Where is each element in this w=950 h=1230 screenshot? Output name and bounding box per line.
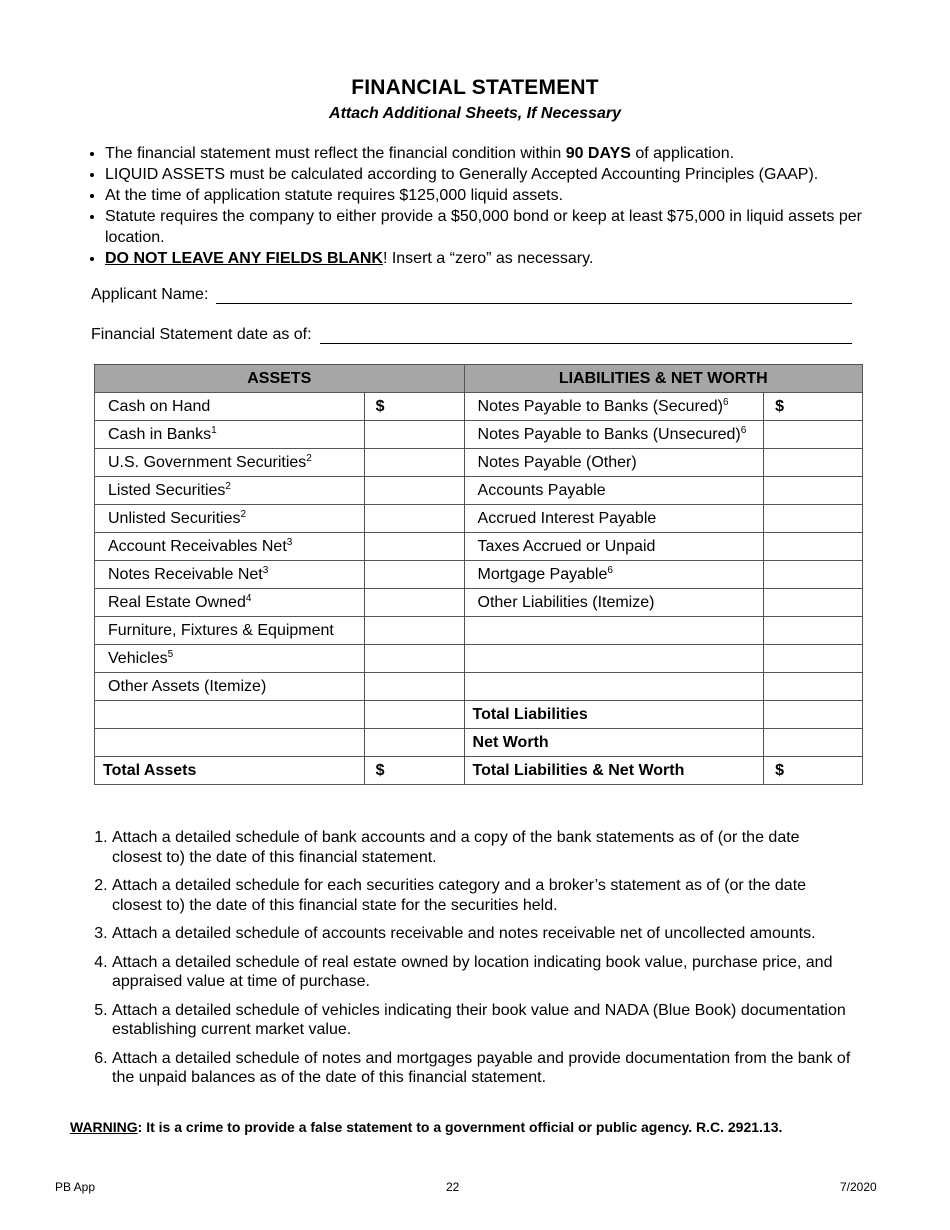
table-row bbox=[95, 589, 863, 617]
asset-amount-field[interactable]: $ bbox=[364, 757, 464, 785]
asset-label: Vehicles$^5$ bbox=[95, 645, 365, 673]
liability-amount-field[interactable] bbox=[764, 701, 863, 729]
table-row bbox=[95, 645, 863, 673]
liability-label bbox=[464, 673, 764, 701]
table-row bbox=[95, 533, 863, 561]
liability-label: Mortgage Payable$^6$ bbox=[464, 561, 764, 589]
liability-amount-field[interactable] bbox=[764, 561, 863, 589]
footnote-item: 2. Attach a detailed schedule for each securities category and a broker’s statement as of (or the date closest to) the date of this financial state for the securities held. bbox=[112, 876, 852, 915]
asset-label: Cash on Hand bbox=[95, 393, 365, 421]
table-row bbox=[95, 421, 863, 449]
table-row bbox=[95, 449, 863, 477]
liability-amount-field[interactable] bbox=[764, 505, 863, 533]
liability-label: Notes Payable (Other) bbox=[464, 449, 764, 477]
liability-amount-field[interactable] bbox=[764, 533, 863, 561]
warning-text: : It is a crime to provide a false statement to a government official or public agency. R.C. 2921.13. bbox=[137, 1119, 783, 1135]
liabilities-header: LIABILITIES & NET WORTH bbox=[464, 365, 862, 393]
footnote-ref: 3 bbox=[262, 564, 269, 576]
asset-amount-field[interactable]: $ bbox=[364, 393, 464, 421]
liability-amount-field[interactable] bbox=[764, 729, 863, 757]
liability-amount-field[interactable]: $ bbox=[764, 757, 863, 785]
footer-form-id: PB App bbox=[55, 1180, 96, 1194]
liability-amount-field[interactable] bbox=[764, 617, 863, 645]
asset-label: Real Estate Owned$^4$ bbox=[95, 589, 365, 617]
asset-amount-field[interactable] bbox=[364, 505, 464, 533]
footnote-item: 1. Attach a detailed schedule of bank accounts and a copy of the bank statements as of (or the date closest to) the date of this financial statement. bbox=[112, 828, 852, 867]
page-subtitle: Attach Additional Sheets, If Necessary bbox=[329, 105, 621, 122]
liability-label: Notes Payable to Banks (Secured)$^6$ bbox=[464, 393, 764, 421]
footnote-ref: 4 bbox=[245, 592, 252, 604]
liability-label: Net Worth bbox=[464, 729, 764, 757]
asset-label bbox=[95, 729, 365, 757]
asset-amount-field[interactable] bbox=[364, 449, 464, 477]
footer-page-number: 22 bbox=[446, 1180, 460, 1194]
applicant-name-row bbox=[91, 286, 852, 304]
liability-label: Notes Payable to Banks (Unsecured)$^6$ bbox=[464, 421, 764, 449]
liability-amount-field[interactable] bbox=[764, 421, 863, 449]
footnote-ref: 6 bbox=[740, 424, 747, 436]
liability-label: Total Liabilities bbox=[464, 701, 764, 729]
asset-amount-field[interactable] bbox=[364, 617, 464, 645]
footnote-ref: 2 bbox=[306, 452, 312, 464]
liability-label: Accounts Payable bbox=[464, 477, 764, 505]
asset-label: Account Receivables Net$^3$ bbox=[95, 533, 365, 561]
table-row bbox=[95, 673, 863, 701]
asset-label: Other Assets (Itemize) bbox=[95, 673, 365, 701]
liability-label: Other Liabilities (Itemize) bbox=[464, 589, 764, 617]
footnotes-list bbox=[91, 828, 852, 1097]
footnote-ref: 2 bbox=[225, 480, 231, 492]
footnote-ref: 6 bbox=[722, 396, 729, 408]
asset-amount-field[interactable] bbox=[364, 701, 464, 729]
assets-header: ASSETS bbox=[95, 365, 465, 393]
asset-amount-field[interactable] bbox=[364, 673, 464, 701]
table-row bbox=[95, 561, 863, 589]
liability-amount-field[interactable] bbox=[764, 589, 863, 617]
asset-amount-field[interactable] bbox=[364, 561, 464, 589]
liability-label: Accrued Interest Payable bbox=[464, 505, 764, 533]
table-header-row bbox=[95, 365, 863, 393]
asset-label: U.S. Government Securities$^2$ bbox=[95, 449, 365, 477]
footnote-item: 5. Attach a detailed schedule of vehicles indicating their book value and NADA (Blue Book) documentation establishing current market value. bbox=[112, 1001, 852, 1040]
liability-amount-field[interactable] bbox=[764, 645, 863, 673]
asset-amount-field[interactable] bbox=[364, 477, 464, 505]
liability-amount-field[interactable] bbox=[764, 449, 863, 477]
table-row bbox=[95, 505, 863, 533]
asset-label: Furniture, Fixtures & Equipment bbox=[95, 617, 365, 645]
liability-amount-field[interactable] bbox=[764, 673, 863, 701]
liability-label bbox=[464, 617, 764, 645]
asset-label: Listed Securities$^2$ bbox=[95, 477, 365, 505]
table-row bbox=[95, 729, 863, 757]
asset-label: Total Assets bbox=[95, 757, 365, 785]
liability-label: Taxes Accrued or Unpaid bbox=[464, 533, 764, 561]
table-row bbox=[95, 393, 863, 421]
asset-amount-field[interactable] bbox=[364, 729, 464, 757]
instruction-item: • DO NOT LEAVE ANY FIELDS BLANK! Insert a “zero” as necessary. bbox=[105, 249, 925, 270]
liability-label bbox=[464, 645, 764, 673]
footnote-ref: 1 bbox=[211, 424, 217, 436]
instruction-item: • At the time of application statute requires $125,000 liquid assets. bbox=[105, 186, 925, 207]
footnote-ref: 5 bbox=[167, 648, 174, 660]
table-row bbox=[95, 617, 863, 645]
instruction-item: • Statute requires the company to either provide a $50,000 bond or keep at least $75,000 in liquid assets per location. bbox=[105, 207, 925, 248]
instructions-list bbox=[82, 144, 925, 270]
footnote-item: 3. Attach a detailed schedule of accounts receivable and notes receivable net of uncollected amounts. bbox=[112, 924, 852, 944]
liability-amount-field[interactable]: $ bbox=[764, 393, 863, 421]
asset-amount-field[interactable] bbox=[364, 533, 464, 561]
table-row bbox=[95, 477, 863, 505]
table-row bbox=[95, 757, 863, 785]
statement-date-row bbox=[91, 326, 852, 344]
warning-notice bbox=[70, 1119, 782, 1135]
statement-date-field[interactable] bbox=[320, 328, 852, 344]
asset-amount-field[interactable] bbox=[364, 421, 464, 449]
warning-label: WARNING bbox=[70, 1119, 138, 1135]
footer-revision-date: 7/2020 bbox=[840, 1180, 877, 1194]
applicant-name-field[interactable] bbox=[216, 288, 852, 304]
page-title: FINANCIAL STATEMENT bbox=[351, 76, 599, 99]
asset-amount-field[interactable] bbox=[364, 645, 464, 673]
footnote-ref: 6 bbox=[607, 564, 613, 576]
footnote-item: 6. Attach a detailed schedule of notes and mortgages payable and provide documentation from the bank of the unpaid balances as of the date of this financial statement. bbox=[112, 1049, 852, 1088]
footnote-item: 4. Attach a detailed schedule of real estate owned by location indicating book value, purchase price, and appraised value at time of purchase. bbox=[112, 953, 852, 992]
asset-label: Unlisted Securities$^2$ bbox=[95, 505, 365, 533]
asset-label: Cash in Banks$^1$ bbox=[95, 421, 365, 449]
table-body bbox=[95, 393, 863, 785]
table-row bbox=[95, 701, 863, 729]
footnote-ref: 2 bbox=[240, 508, 247, 520]
instruction-item: • LIQUID ASSETS must be calculated according to Generally Accepted Accounting Principles (GAAP). bbox=[105, 165, 925, 186]
statement-date-label: Financial Statement date as of: bbox=[91, 326, 312, 343]
financial-statement-table bbox=[94, 364, 863, 785]
liability-label: Total Liabilities & Net Worth bbox=[464, 757, 764, 785]
applicant-name-label: Applicant Name: bbox=[91, 286, 209, 303]
instruction-item: • The financial statement must reflect the financial condition within 90 DAYS of application. bbox=[105, 144, 925, 165]
asset-label bbox=[95, 701, 365, 729]
asset-amount-field[interactable] bbox=[364, 589, 464, 617]
liability-amount-field[interactable] bbox=[764, 477, 863, 505]
asset-label: Notes Receivable Net$^3$ bbox=[95, 561, 365, 589]
footnote-ref: 3 bbox=[286, 536, 293, 548]
